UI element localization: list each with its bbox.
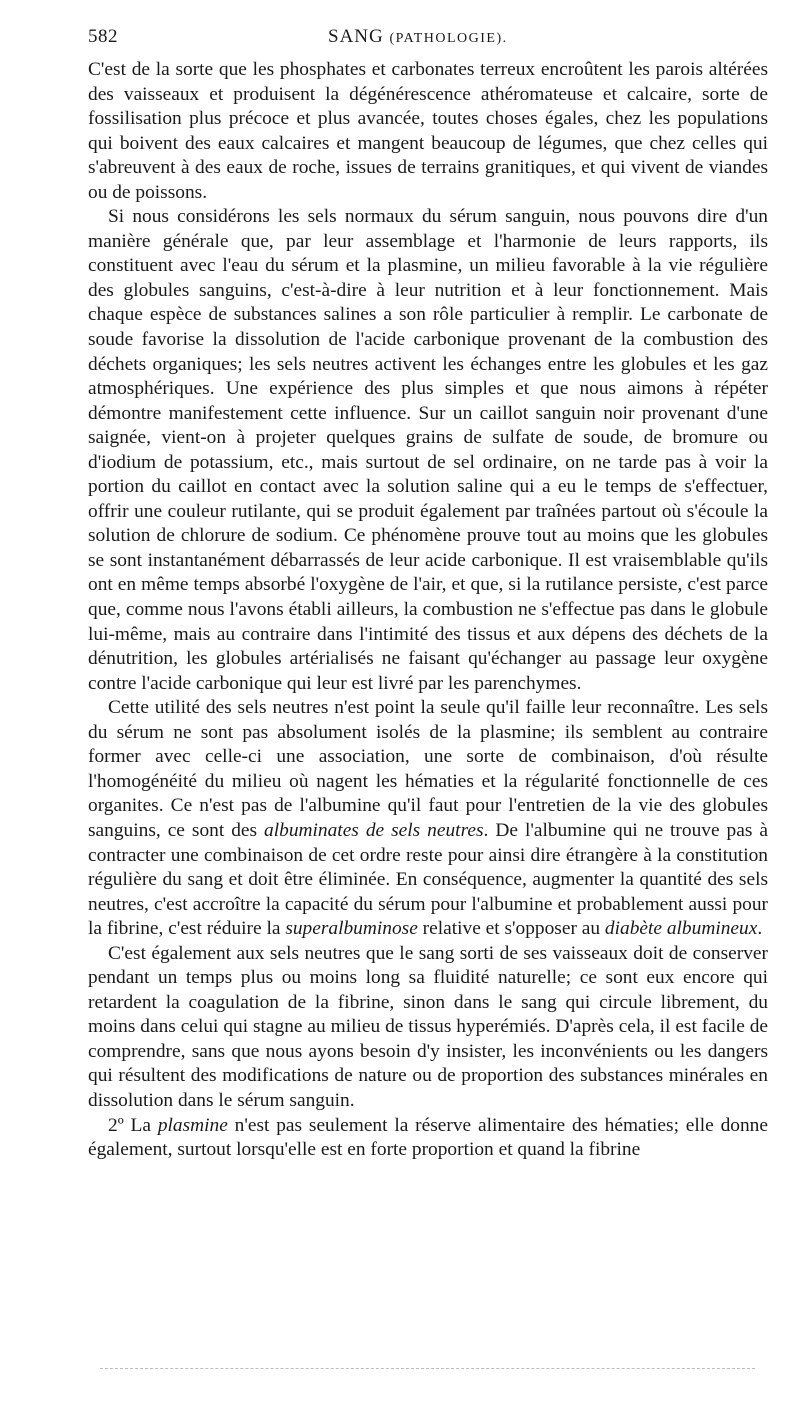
footer-divider	[100, 1368, 755, 1369]
paragraph-3-text-c: relative et s'opposer au	[417, 918, 605, 940]
paragraph-3-text-d: .	[757, 918, 763, 940]
running-title	[328, 26, 508, 48]
italic-term-albuminates: albuminates de sels neutres	[264, 819, 484, 841]
paragraph-1: C'est de la sorte que les phosphates et carbonates terreux encroûtent les parois altérées des vaisseaux et produisent la dégénérescence athéromateuse et calcaire, sorte de fossilisation plus précoce et plus avancée, toutes choses égales, chez les populations qui boivent des eaux calcaires et mangent beaucoup de légumes, que chez celles qui s'abreuvent à des eaux de roche, issues de terrains granitiques, et qui vivent de viandes ou de poissons.	[88, 59, 768, 203]
paragraph-5	[88, 1114, 768, 1163]
italic-term-superalbuminose: superalbuminose	[285, 918, 418, 940]
paragraph-5-text-a: La	[123, 1114, 158, 1136]
running-title-sub: (PATHOLOGIE).	[389, 31, 508, 46]
running-header	[88, 26, 760, 52]
body-text	[88, 58, 768, 1163]
paragraph-3	[88, 696, 768, 941]
running-title-main: SANG	[328, 26, 384, 47]
paragraph-4: C'est également aux sels neutres que le sang sorti de ses vaisseaux doit de conserver pendant un temps plus ou moins long sa fluidité naturelle; ce sont eux encore qui retardent la coagulation de la fibrine, sinon dans le sang qui circule librement, du moins dans celui qui stagne au milieu de tissus hyperémiés. D'après cela, il est facile de comprendre, sans que nous ayons besoin d'y insister, les inconvénients ou les dangers qui résultent des modifications de nature ou de proportion des substances minérales en dissolution dans le sérum sanguin.	[88, 942, 768, 1111]
section-number: 2º	[108, 1114, 124, 1136]
italic-term-plasmine: plasmine	[157, 1114, 228, 1136]
paragraph-2: Si nous considérons les sels normaux du sérum sanguin, nous pouvons dire d'un manière générale que, par leur assemblage et l'harmonie de leurs rapports, ils constituent avec l'eau du sérum et la plasmine, un milieu favorable à la vie régulière des globules sanguins, c'est-à-dire à leur nutrition et à leur fonctionnement. Mais chaque espèce de substances salines a son rôle particulier à remplir. Le carbonate de soude favorise la dissolution de l'acide carbonique provenant de la combustion des déchets organiques; les sels neutres activent les échanges entre les globules et les gaz atmosphériques. Une expérience des plus simples et que nous aimons à répéter démontre manifestement cette influence. Sur un caillot sanguin noir provenant d'une saignée, vient-on à projeter quelques grains de sulfate de soude, de bromure ou d'iodium de potassium, etc., mais surtout de sel ordinaire, on ne tarde pas à voir la portion du caillot en contact avec la solution saline qui a eu le temps de s'effectuer, offrir une couleur rutilante, qui se produit également par traînées partout où s'écoule la solution de chlorure de sodium. Ce phénomène prouve tout au moins que les globules se sont instantanément débarrassés de leur acide carbonique. Il est vraisemblable qu'ils ont en même temps absorbé l'oxygène de l'air, et que, si la rutilance persiste, c'est parce que, comme nous l'avons établi ailleurs, la combustion ne s'effectue pas dans le globule lui-même, mais au contraire dans l'intimité des tissus et aux dépens des déchets de la dénutrition, les globules artérialisés ne faisant qu'échanger au passage leur oxygène contre l'acide carbonique qui leur est livré par les parenchymes.	[88, 206, 768, 694]
paragraph-3-text-b: . De l'albumine qui ne trouve pas à contracter une combinaison de cet ordre reste pour ainsi dire étrangère à la constitution régulière du sang et doit être éliminée. En conséquence, augmenter la quantité des sels neutres, c'est accroître la capacité du sérum pour l'albumine et probablement aussi pour la fibrine, c'est réduire la	[88, 819, 768, 940]
paragraph-5-text-b: n'est pas seulement la réserve alimentaire des hématies; elle donne également, surtout lorsqu'elle est en forte proportion et quand la fibrine	[88, 1114, 768, 1161]
italic-term-diabete: diabète albumineux	[604, 918, 758, 940]
page-number: 582	[88, 26, 118, 47]
paragraph-3-text-a: Cette utilité des sels neutres n'est point la seule qu'il faille leur reconnaître. Les sels du sérum ne sont pas absolument isolés de la plasmine; ils semblent au contraire former avec celle-ci une association, une sorte de combinaison, d'où résulte l'homogénéité du milieu où nagent les hématies et la régularité fonctionnelle de ces organites. Ce n'est pas de l'albumine qu'il faut pour l'entretien de la vie des globules sanguins, ce sont des	[88, 697, 768, 841]
